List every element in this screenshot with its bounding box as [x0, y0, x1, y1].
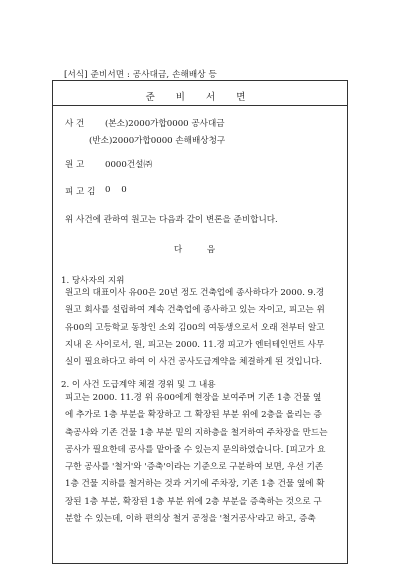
- paragraph-line: 공사가 필요한데 공사를 맡아줄 수 있는지 문의하였습니다. [피고가 요: [65, 444, 326, 455]
- paragraph-line: 장된 1층 부분, 확장된 1층 부분 위에 2층 부분을 증축하는 것으로 구: [65, 496, 322, 507]
- paragraph-line: 축공사와 기존 건물 1층 부분 밑의 지하층을 철거하여 주차장을 만드는: [65, 427, 328, 438]
- paragraph-line: 구한 공사를 '철거'와 '증축'이라는 기준으로 구분하여 보면, 우선 기존: [65, 462, 324, 473]
- plaintiff-name: 0000건설㈜: [105, 160, 153, 170]
- plaintiff-label: 원 고: [65, 160, 85, 170]
- document-frame: [52, 80, 348, 564]
- defendant-label: 피 고 김: [65, 187, 96, 197]
- section-heading-parties: 1. 당사자의 지위: [61, 276, 125, 286]
- paragraph-line: 실이 필요하다고 하여 이 사건 공사도급계약을 체결하게 된 것입니다.: [65, 357, 323, 368]
- document-caption: [서식] 준비서면 : 공사대금, 손해배상 등: [64, 70, 217, 80]
- document-title: 준 비 서 면: [145, 92, 255, 103]
- case-number-main: (본소)2000가합0000 공사대금: [105, 119, 225, 129]
- paragraph-line: 유00의 고등학교 동창인 소외 김00의 여동생으로서 오래 전부터 알고: [65, 322, 325, 333]
- intro-sentence: 위 사건에 관하여 원고는 다음과 같이 변론을 준비합니다.: [65, 215, 278, 225]
- title-divider: [53, 105, 347, 106]
- body-heading: 다 음: [173, 245, 227, 255]
- paragraph-line: 분할 수 있는데, 이하 편의상 철거 공정을 '철거공사'라고 하고, 증축: [65, 514, 316, 525]
- section-body-contract: [65, 390, 343, 528]
- paragraph-line: 1층 건물 지하를 철거하는 것과 거기에 주차장, 기존 1층 건물 옆에 확: [65, 479, 325, 490]
- paragraph-line: 에 추가로 1층 부분을 확장하고 그 확장된 부분 위에 2층을 올리는 증: [65, 410, 322, 421]
- paragraph-line: 지내 온 사이로서, 원, 피고는 2000. 11.경 피고가 엔터테인먼트 사무: [65, 339, 325, 350]
- paragraph-line: 원고의 대표이사 유00은 20년 정도 건축업에 종사하다가 2000. 9.경: [65, 288, 325, 298]
- paragraph-line: 원고 회사를 설립하여 계속 건축업에 종사하고 있는 자이고, 피고는 위: [65, 305, 325, 316]
- section-body-parties: [65, 285, 343, 371]
- paragraph-line: 피고는 2000. 11.경 위 유00에게 현장을 보여주며 기존 1층 건물 옆: [65, 393, 322, 403]
- defendant-name: 0 0: [105, 185, 131, 195]
- case-label: 사 건: [65, 119, 85, 129]
- case-number-counter: (반소)2000가합0000 손해배상청구: [89, 136, 226, 146]
- section-heading-contract: 2. 이 사건 도급계약 체결 경위 및 그 내용: [61, 380, 216, 390]
